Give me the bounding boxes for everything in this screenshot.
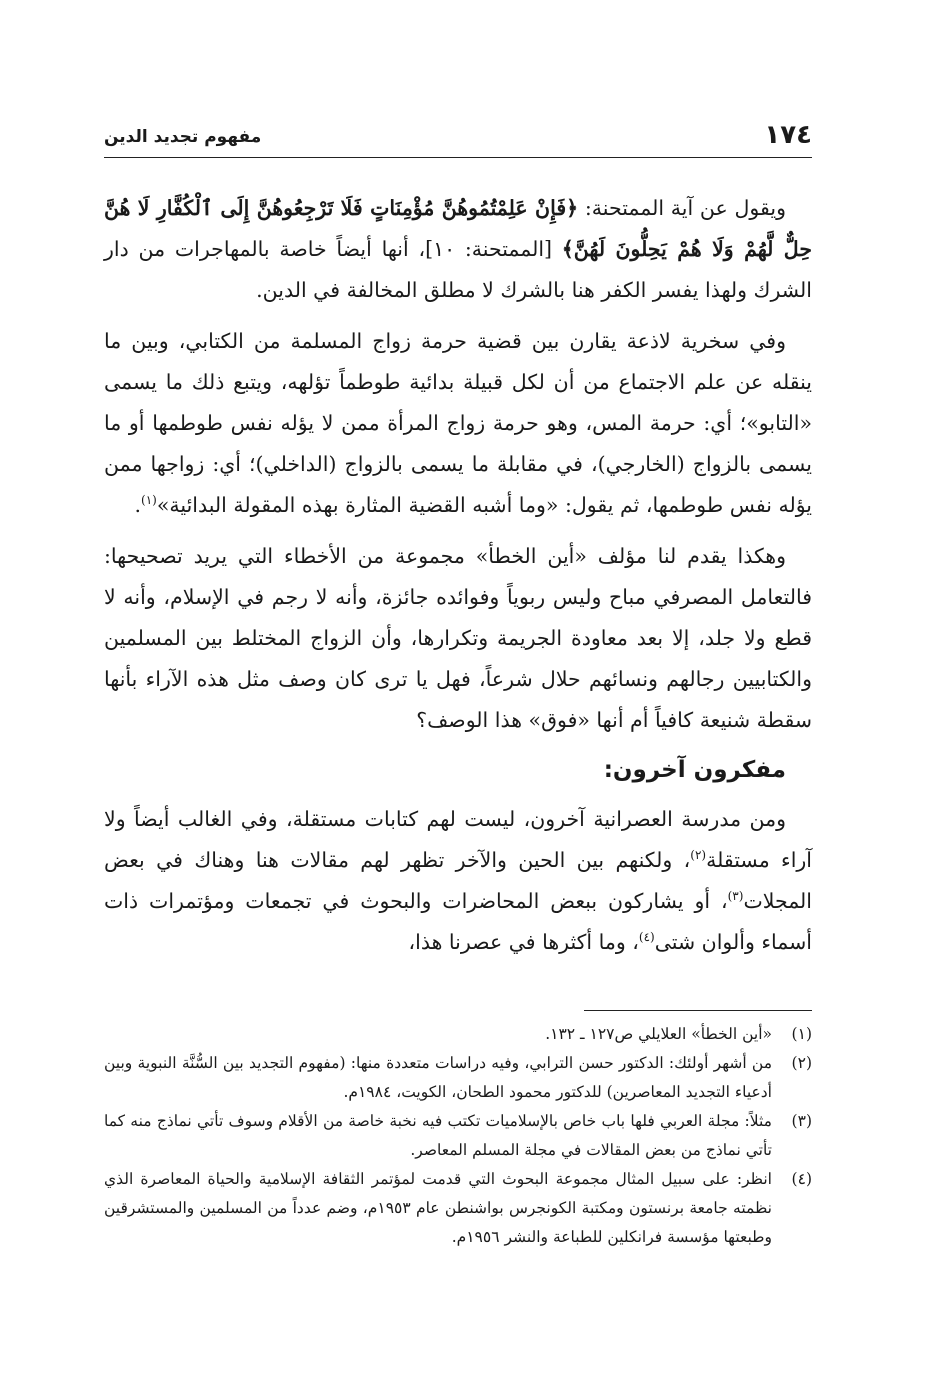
paragraph-ayna-al-khata (104, 536, 812, 741)
paragraph-text: وهكذا يقدم لنا مؤلف «أين الخطأ» مجموعة من الأخطاء التي يريد تصحيحها: فالتعامل المصرفي مباح وليس ربوياً وفوائده جائزة، وأنه لا رجم في الإسلام، وأنه لا قطع ولا جلد، إلا بعد معاودة الجريمة وتكرارها، وأن الزواج المختلط بين المسلمين والكتابيين رجالهم ونسائهم حلال شرعاً، فهل يا ترى كان وصف مثل هذه الآراء بأنها سقطة شنيعة كافياً أم أنها «فوق» هذا الوصف؟ (104, 544, 812, 732)
footnote-rule (584, 1010, 812, 1011)
page-number: ١٧٤ (764, 120, 812, 150)
footnote-number: (٢) (791, 1054, 812, 1072)
paragraph-text: . (134, 493, 142, 517)
quran-verse: ﴿فَإِنْ عَلِمْتُمُوهُنَّ مُؤْمِنَاتٍ فَلَا تَرْجِعُوهُنَّ إِلَى ٱلْكُفَّارِ لَا هُنَّ حِلٌّ لَّهُمْ وَلَا هُمْ يَحِلُّونَ لَهُنَّ﴾ (104, 196, 812, 261)
header-rule (104, 157, 812, 158)
paragraph-other-thinkers (104, 799, 812, 963)
footnote-text: انظر: على سبيل المثال مجموعة البحوث التي قدمت لمؤتمر الثقافة الإسلامية والحياة المعاصرة الذي نظمته جامعة برنستون ومكتبة الكونجرس بواشنطن عام ١٩٥٣م، وضم عدداً من المسلمين والمستشرقين وطبعتها مؤسسة فرانكلين للطباعة والنشر ١٩٥٦م. (104, 1170, 772, 1246)
main-text (104, 188, 812, 973)
footnote-text: من أشهر أولئك: الدكتور حسن الترابي، وفيه دراسات متعددة منها: (مفهوم التجديد بين السُّنَّة النبوية وبين أدعياء التجديد المعاصرين) للدكتور محمود الطحان، الكويت، ١٩٨٤م. (104, 1054, 772, 1101)
section-heading: مفكرون آخرون: (603, 757, 786, 783)
footnote-ref[interactable]: (٣) (727, 889, 744, 904)
running-title: مفهوم تجديد الدين (104, 127, 262, 147)
footnote-ref[interactable]: (٤) (638, 930, 655, 945)
paragraph-text: وفي سخرية لاذعة يقارن بين قضية حرمة زواج المسلمة من الكتابي، وبين ما ينقله عن علم الاجتماع من أن لكل قبيلة بدائية طوطماً تؤلهه، ويتبع ذلك ما يسمى «التابو»؛ أي: حرمة المس، وهو حرمة زواج المرأة ممن لا يؤله نفس طوطمها أو ما يسمى بالزواج (الخارجي)، في مقابلة ما يسمى بالزواج (الداخلي)؛ أي: زواجها ممن يؤله نفس طوطمها، ثم يقول: «وما أشبه القضية المثارة بهذه المقولة البدائية» (104, 329, 812, 517)
paragraph-text: ، ولكنهم بين الحين والآخر تظهر لهم مقالات هنا وهناك في بعض المجلات (104, 848, 812, 913)
footnote-ref[interactable]: (١) (141, 493, 157, 508)
footnotes (104, 1020, 812, 1252)
footnote-number: (٤) (791, 1170, 812, 1188)
footnote-item (104, 1107, 812, 1165)
paragraph-text: ، أو يشاركون ببعض المحاضرات والبحوث في تجمعات ومؤتمرات ذات أسماء وألوان شتى (104, 889, 812, 954)
paragraph-text: ويقول عن آية الممتحنة: (578, 196, 786, 220)
paragraph-quran-verse (104, 188, 812, 311)
paragraph-text: ومن مدرسة العصرانية آخرون، ليست لهم كتابات مستقلة، وفي الغالب أيضاً ولا آراء مستقلة (104, 807, 812, 872)
footnote-item (104, 1020, 812, 1049)
footnote-item (104, 1165, 812, 1252)
footnote-number: (٣) (791, 1112, 812, 1130)
footnote-text: مثلاً: مجلة العربي فلها باب خاص بالإسلاميات تكتب فيه نخبة خاصة من الأقلام وسوف تأتي نماذج منه كما تأتي نماذج من بعض المقالات في مجلة المسلم المعاصر. (104, 1112, 772, 1159)
footnote-ref[interactable]: (٢) (690, 848, 707, 863)
page-header (104, 112, 812, 158)
footnote-text: «أين الخطأ» العلايلي ص١٢٧ ـ ١٣٢. (545, 1025, 772, 1043)
paragraph-text: ، وما أكثرها في عصرنا هذا، (408, 930, 639, 954)
paragraph-totem (104, 321, 812, 526)
footnote-item (104, 1049, 812, 1107)
footnote-number: (١) (791, 1025, 812, 1043)
paragraph-text: [الممتحنة: ١٠]، أنها أيضاً خاصة بالمهاجرات من دار الشرك ولهذا يفسر الكفر هنا بالشرك لا مطلق المخالفة في الدين. (104, 237, 812, 302)
